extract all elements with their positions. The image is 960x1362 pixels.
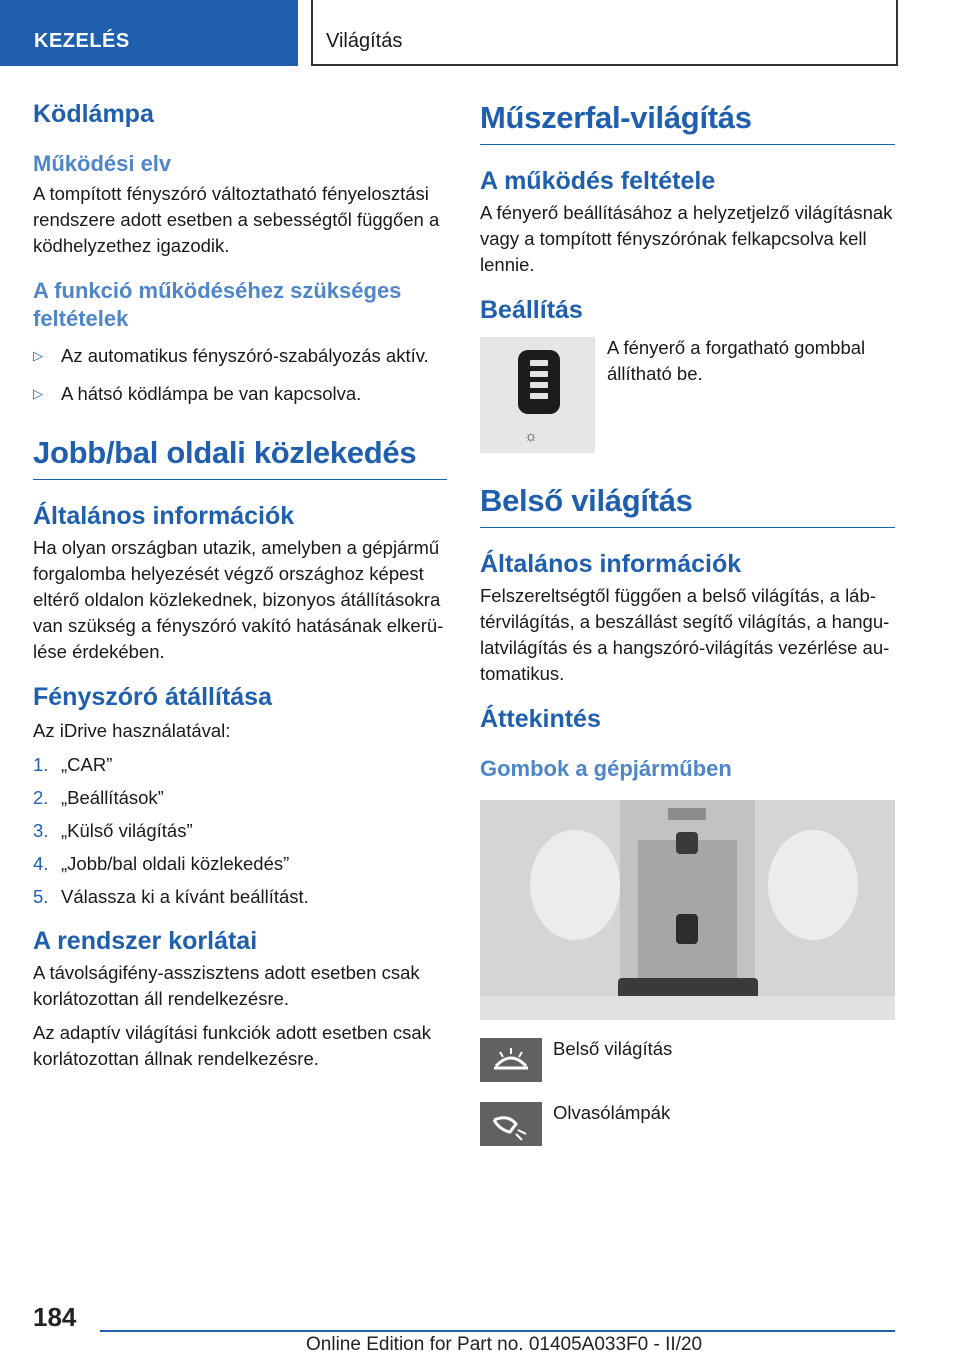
- heading-gombok: Gombok a gépjárműben: [480, 756, 732, 781]
- list-item: 2. „Beállítások”: [33, 787, 164, 808]
- right-column: [480, 100, 895, 1148]
- list-item: 4. „Jobb/bal oldali közlekedés”: [33, 853, 290, 874]
- list-item: 3. „Külső világítás”: [33, 820, 193, 841]
- text-idrive: Az iDrive használatával:: [33, 720, 231, 741]
- text-beallitas: A fényerő a forgatható gombbal állítható be.: [607, 337, 866, 384]
- dimmer-dial: [518, 350, 560, 414]
- interior-light-icon: [480, 1038, 542, 1082]
- heading-altalanos-informaciok-2: Általános információk: [480, 550, 742, 578]
- topic-header: [311, 0, 898, 66]
- microphone-grille: [668, 808, 706, 820]
- left-column: [33, 100, 447, 1072]
- light-icon: ☼: [524, 428, 538, 445]
- steps-list: [33, 752, 447, 910]
- text-altalanos-informaciok-2: Felszereltségtől függően a belső világítás, a láb-térvilágítás, a beszállást segítő világítás, a hangu-latvilágítás és a hangszóró-világítás vezérlése au-tomatikus.: [480, 585, 890, 684]
- heading-kodlampa: Ködlámpa: [33, 100, 154, 128]
- switch-icon: [676, 914, 698, 944]
- setting-block: [480, 337, 895, 455]
- heading-rendszer-korlatai: A rendszer korlátai: [33, 927, 258, 955]
- sos-button-icon: [676, 832, 698, 854]
- page-number: 184: [33, 1302, 77, 1332]
- heading-belso-vilagitas: Belső világítás: [480, 483, 895, 528]
- icon-row-reading: [480, 1102, 895, 1148]
- heading-mukodesi-elv: Működési elv: [33, 151, 172, 176]
- roof-console-photo: [480, 800, 895, 1020]
- edition-text: Online Edition for Part no. 01405A033F0 - II/20: [306, 1334, 703, 1355]
- heading-beallitas: Beállítás: [480, 296, 583, 324]
- heading-funkcio-feltetelek: A funkció működéséhez szükséges feltételek: [33, 278, 402, 331]
- heading-attekintes: Áttekintés: [480, 705, 601, 733]
- heading-muszerfal-vilagitas: Műszerfal-világítás: [480, 100, 895, 145]
- condition-list: [33, 343, 447, 407]
- label-olvasolampak: Olvasólámpák: [553, 1102, 671, 1123]
- list-item: ▷ Az automatikus fényszóró-szabályozás aktív.: [33, 343, 447, 369]
- label-belso-vilagitas: Belső világítás: [553, 1038, 673, 1059]
- reading-light-icon: [480, 1102, 542, 1146]
- dimmer-dial-image: [480, 337, 595, 453]
- text-altalanos-informaciok: Ha olyan országban utazik, amelyben a gépjármű forgalomba helyezését végző országhoz képest eltérő oldalon közlekednek, bizonyos átállításokra van szükség a fényszóró vakító hatásának elkerü-lése érdekében.: [33, 537, 444, 662]
- list-item: 5. Válassza ki a kívánt beállítást.: [33, 886, 309, 907]
- heading-jobb-bal-kozlekedes: Jobb/bal oldali közlekedés: [33, 435, 447, 480]
- heading-fenyszoro-atallitasa: Fényszóró átállítása: [33, 683, 272, 711]
- text-korlat-2: Az adaptív világítási funkciók adott esetben csak korlátozottan állnak rendelkezésre.: [33, 1022, 431, 1069]
- text-mukodesi-elv: A tompított fényszóró változtatható fényelosztási rendszere adott esetben a sebességtől függően a ködhelyzethez igazodik.: [33, 183, 440, 256]
- section-label: KEZELÉS: [34, 30, 130, 52]
- section-tab: [0, 0, 298, 66]
- footer-divider: [100, 1330, 895, 1332]
- list-item: 1. „CAR”: [33, 754, 113, 775]
- text-mukodes-feltetele: A fényerő beállításához a helyzetjelző világításnak vagy a tompított fényszórónak felkapcsolva kell lennie.: [480, 202, 893, 275]
- heading-altalanos-informaciok: Általános információk: [33, 502, 295, 530]
- topic-label: Világítás: [326, 30, 403, 52]
- list-item: ▷ A hátsó ködlámpa be van kapcsolva.: [33, 381, 447, 407]
- text-korlat-1: A távolságifény-asszisztens adott esetben csak korlátozottan áll rendelkezésre.: [33, 962, 420, 1009]
- heading-mukodes-feltetele: A működés feltétele: [480, 167, 716, 195]
- icon-row-interior: [480, 1038, 895, 1084]
